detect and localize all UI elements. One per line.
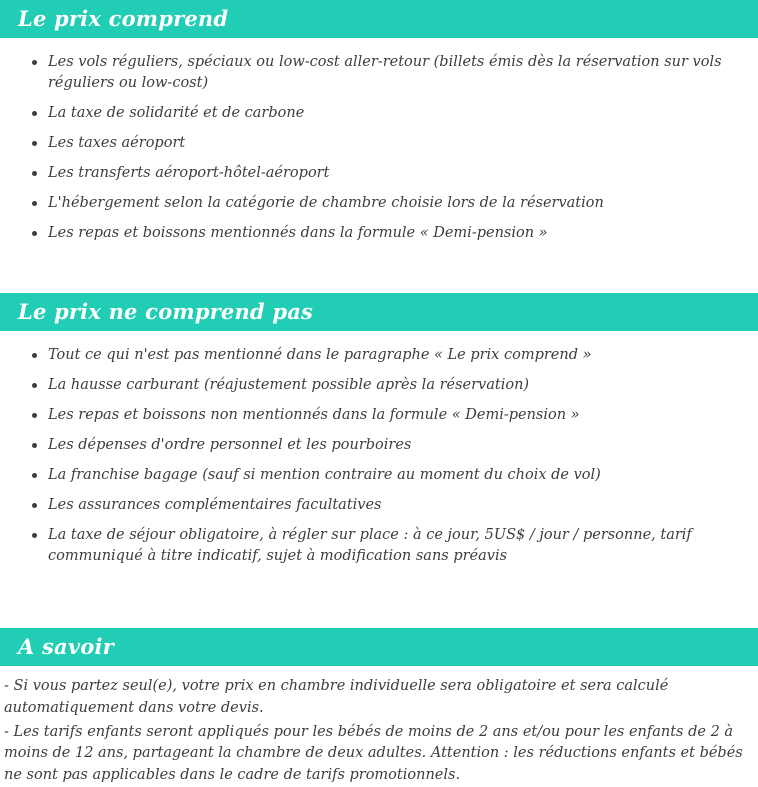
section-info-title: A savoir [0, 628, 758, 666]
info-paragraph: - Si vous partez seul(e), votre prix en chambre individuelle sera obligatoire et sera calculé automatiquement dans votre devis. [4, 678, 669, 716]
list-item: Les vols réguliers, spéciaux ou low-cost aller-retour (billets émis dès la réservation sur vols réguliers ou low-cost) [10, 52, 748, 94]
section-not-included-title: Le prix ne comprend pas [0, 293, 758, 331]
section-included-body [0, 38, 758, 263]
list-item: La franchise bagage (sauf si mention contraire au moment du choix de vol) [10, 465, 748, 486]
list-item: Les taxes aéroport [10, 133, 748, 154]
section-info-body [0, 666, 758, 787]
list-item: Les repas et boissons non mentionnés dans la formule « Demi-pension » [10, 405, 748, 426]
not-included-list [10, 345, 748, 567]
info-paragraph: - Les tarifs enfants seront appliqués pour les bébés de moins de 2 ans et/ou pour les enfants de 2 à moins de 12 ans, partageant la chambre de deux adultes. Attention : les réductions enfants et bébés ne sont pas applicables dans le cadre de tarifs promotionnels. [4, 723, 743, 784]
spacer-2 [0, 586, 758, 628]
section-info [0, 628, 758, 787]
list-item: Les transferts aéroport-hôtel-aéroport [10, 163, 748, 184]
section-included-title: Le prix comprend [0, 0, 758, 38]
list-item: La taxe de solidarité et de carbone [10, 103, 748, 124]
list-item: Les assurances complémentaires facultatives [10, 495, 748, 516]
list-item: L'hébergement selon la catégorie de chambre choisie lors de la réservation [10, 193, 748, 214]
list-item: Les repas et boissons mentionnés dans la formule « Demi-pension » [10, 223, 748, 244]
list-item: La taxe de séjour obligatoire, à régler sur place : à ce jour, 5US$ / jour / personne, tarif communiqué à titre indicatif, sujet à modification sans préavis [10, 525, 748, 567]
list-item: Tout ce qui n'est pas mentionné dans le paragraphe « Le prix comprend » [10, 345, 748, 366]
section-included [0, 0, 758, 263]
spacer-1 [0, 263, 758, 293]
section-not-included-body [0, 331, 758, 586]
section-not-included [0, 293, 758, 586]
list-item: Les dépenses d'ordre personnel et les pourboires [10, 435, 748, 456]
included-list [10, 52, 748, 244]
list-item: La hausse carburant (réajustement possible après la réservation) [10, 375, 748, 396]
